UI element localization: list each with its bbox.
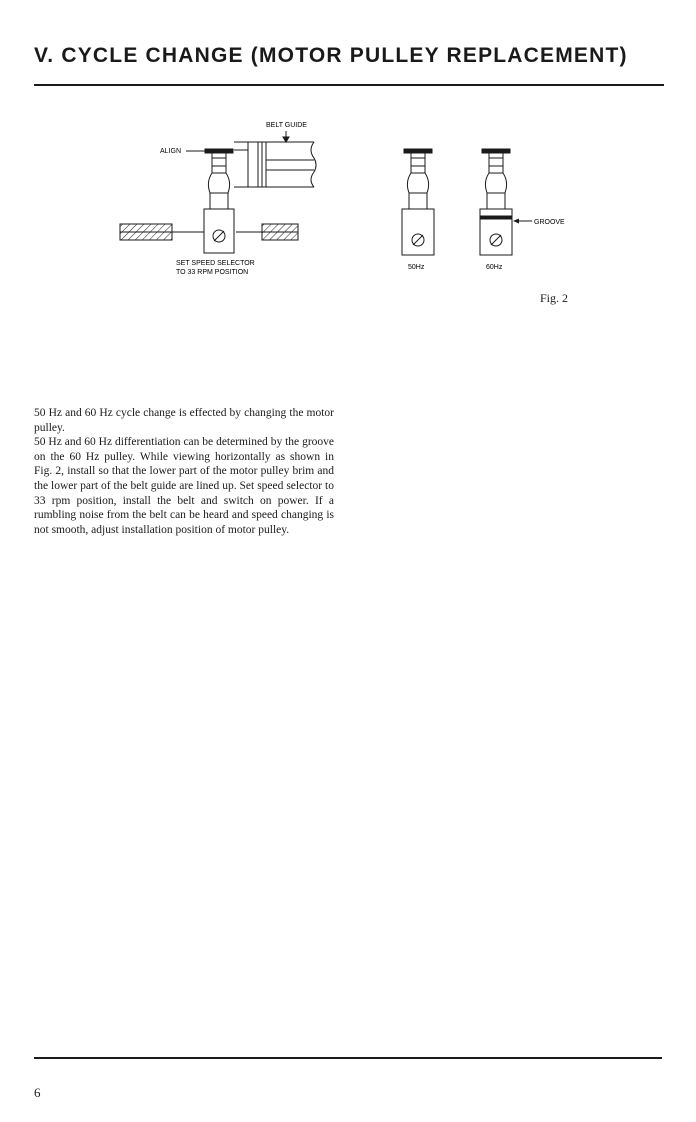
page-number: 6 xyxy=(34,1085,41,1100)
pulley-50hz-label: 50Hz xyxy=(408,264,425,271)
pulley-50hz xyxy=(402,149,434,255)
belt-guide xyxy=(234,142,316,187)
selector-note-line1: SET SPEED SELECTOR xyxy=(176,260,255,267)
selector-note-line2: TO 33 RPM POSITION xyxy=(176,269,249,276)
paragraph-1: 50 Hz and 60 Hz cycle change is effected by changing the motor pulley. xyxy=(34,407,334,434)
footer-rule xyxy=(34,1057,662,1059)
groove-label: GROOVE xyxy=(534,219,565,226)
motor-pulley-left xyxy=(204,149,234,253)
align-label: ALIGN xyxy=(160,148,182,155)
alignment-diagram xyxy=(120,131,316,253)
header-rule xyxy=(34,84,664,86)
belt-guide-label: BELT GUIDE xyxy=(266,122,307,129)
figure-caption: Fig. 2 xyxy=(540,291,569,305)
pulley-60hz xyxy=(480,149,512,255)
paragraph-2: 50 Hz and 60 Hz differentiation can be determined by the groove on the 60 Hz pulley. While viewing horizontally as shown in Fig. 2, install so that the lower part of the motor pulley brim and the lower part of the belt guide are lined up. Set speed selector to 33 rpm position, install the belt and switch on power. If a rumbling noise from the belt can be heard and speed changing is not smooth, adjust installation position of motor pulley. xyxy=(34,436,334,536)
groove-mark xyxy=(480,216,512,219)
section-title: V. CYCLE CHANGE (MOTOR PULLEY REPLACEMENT) xyxy=(34,44,628,67)
instructions-text xyxy=(34,406,334,537)
figure-2-diagram xyxy=(0,100,696,290)
pulley-60hz-label: 60Hz xyxy=(486,264,503,271)
